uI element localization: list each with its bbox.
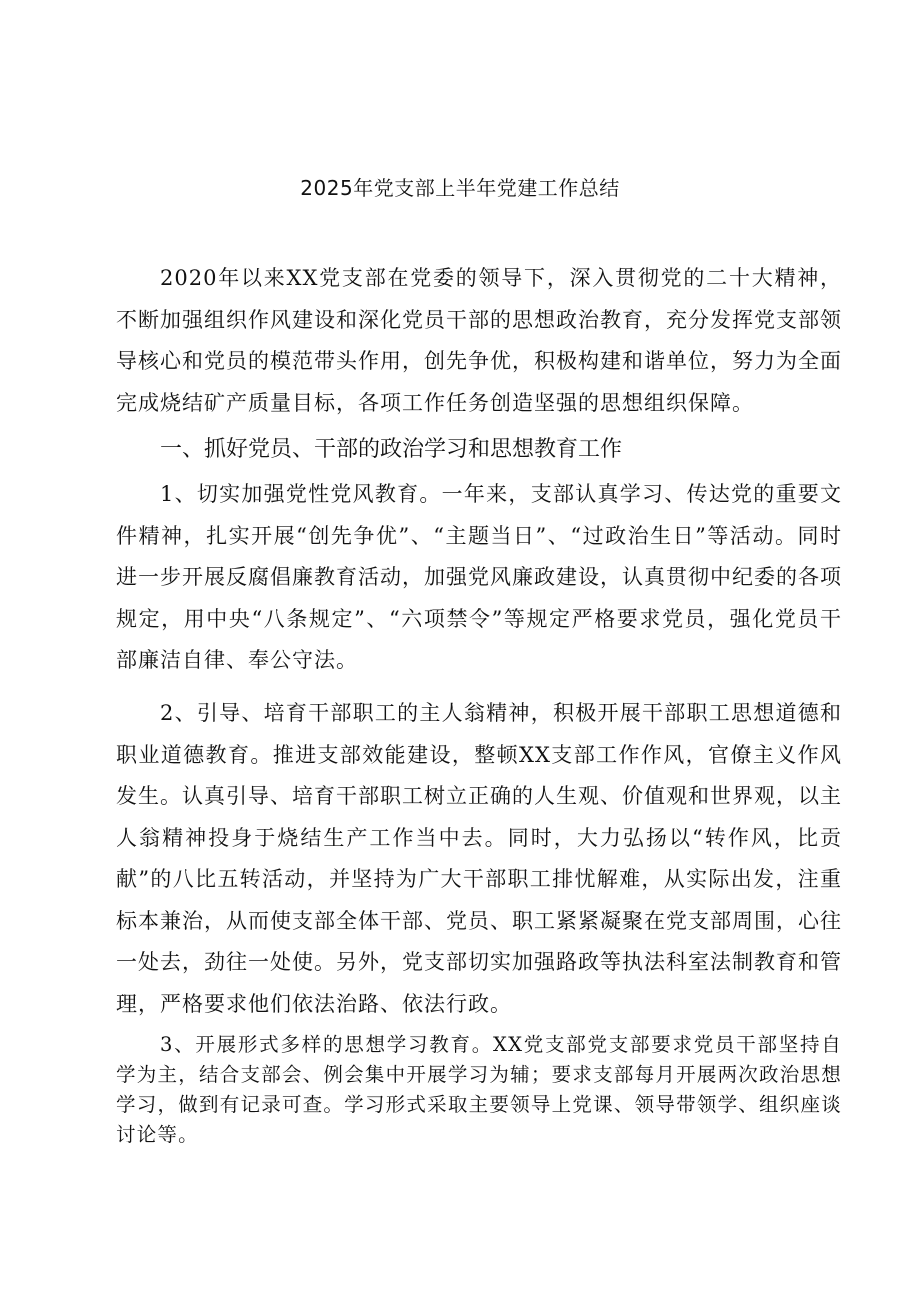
section-heading: 一、抓好党员、干部的政治学习和思想教育工作 [160,437,623,462]
paragraph-item-2: 2、引导、培育干部职工的主人翁精神，积极开展干部职工思想道德和职业道德教育。推进支部效能建设，整顿XX支部工作作风，官僚主义作风发生。认真引导、培育干部职工树立正确的人生观、价值观和世界观，以主人翁精神投身于烧结生产工作当中去。同时，大力弘扬以“转作风，比贡献”的八比五转活动，并坚持为广大干部职工排忧解难，从实际出发，注重标本兼治，从而使支部全体干部、党员、职工紧紧凝聚在党支部周围，心往一处去，劲往一处使。另外，党支部切实加强路政等执法科室法制教育和管理，严格要求他们依法治路、依法行政。 [116,701,842,1016]
paragraph-item-1: 1、切实加强党性党风教育。一年来，支部认真学习、传达党的重要文件精神，扎实开展“创先争优”、“主题当日”、“过政治生日”等活动。同时进一步开展反腐倡廉教育活动，加强党风廉政建设，认真贯彻中纪委的各项规定，用中央“八条规定”、“六项禁令”等规定严格要求党员，强化党员干部廉洁自律、奉公守法。 [116,482,842,672]
document-title: 2025年党支部上半年党建工作总结 [300,176,620,200]
intro-paragraph: 2020年以来XX党支部在党委的领导下，深入贯彻党的二十大精神，不断加强组织作风建设和深化党员干部的思想政治教育，充分发挥党支部领导核心和党员的模范带头作用，创先争优，积极构建和谐单位，努力为全面完成烧结矿产质量目标，各项工作任务创造坚强的思想组织保障。 [116,266,842,415]
paragraph-item-3: 3、开展形式多样的思想学习教育。XX党支部党支部要求党员干部坚持自学为主，结合支部会、例会集中开展学习为辅；要求支部每月开展两次政治思想学习，做到有记录可查。学习形式采取主要领导上党课、领导带领学、组织座谈讨论等。 [116,1033,842,1146]
